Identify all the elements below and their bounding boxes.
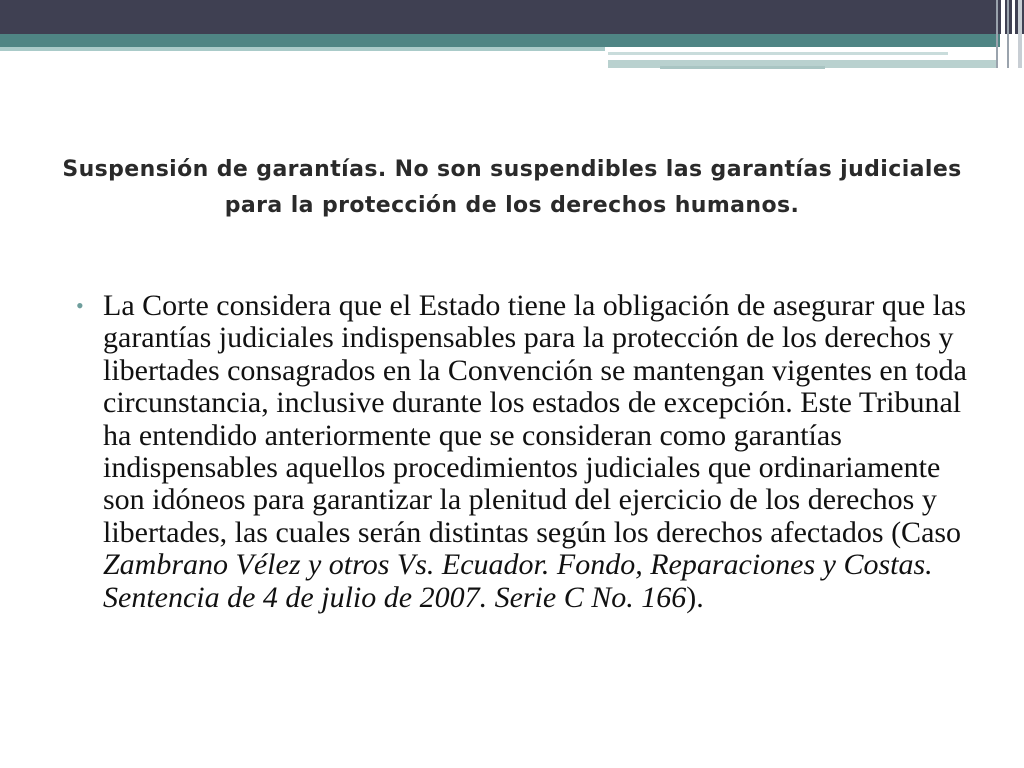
slide-title: Suspensión de garantías. No son suspendibles las garantías judiciales para la protección de los derechos humanos. bbox=[62, 157, 962, 218]
header-accent-line bbox=[608, 52, 948, 55]
header-bar-dark bbox=[0, 0, 1024, 34]
header-bar-teal-light bbox=[0, 47, 605, 51]
bullet-item bbox=[76, 290, 981, 614]
body-text: La Corte considera que el Estado tiene la obligación de asegurar que las garantías judiciales indispensables para la protección de los derechos y libertades consagrados en la Convención se mantengan vigentes en toda circunstancia, inclusive durante los estados de excepción. Este Tribunal ha entendido anteriormente que se consideran como garantías indispensables aquellos procedimientos judiciales que ordinariamente son idóneos para garantizar la plenitud del ejercicio de los derechos y libertades, las cuales serán distintas según los derechos afectados (Caso bbox=[103, 289, 967, 549]
case-citation: Zambrano Vélez y otros Vs. Ecuador. Fondo, Reparaciones y Costas. Sentencia de 4 de julio de 2007. Serie C No. 166 bbox=[103, 548, 933, 614]
vertical-line bbox=[996, 0, 998, 68]
vertical-line bbox=[1001, 0, 1005, 68]
vertical-line bbox=[1007, 0, 1009, 68]
header-bar-teal bbox=[0, 34, 1000, 47]
vertical-line bbox=[1012, 0, 1015, 68]
bullet-icon: • bbox=[76, 293, 84, 318]
vertical-line bbox=[1018, 0, 1022, 68]
header-accent-line bbox=[660, 66, 825, 69]
slide-body bbox=[76, 290, 981, 614]
header-vertical-lines bbox=[994, 0, 1024, 68]
body-closing: ). bbox=[686, 580, 704, 614]
